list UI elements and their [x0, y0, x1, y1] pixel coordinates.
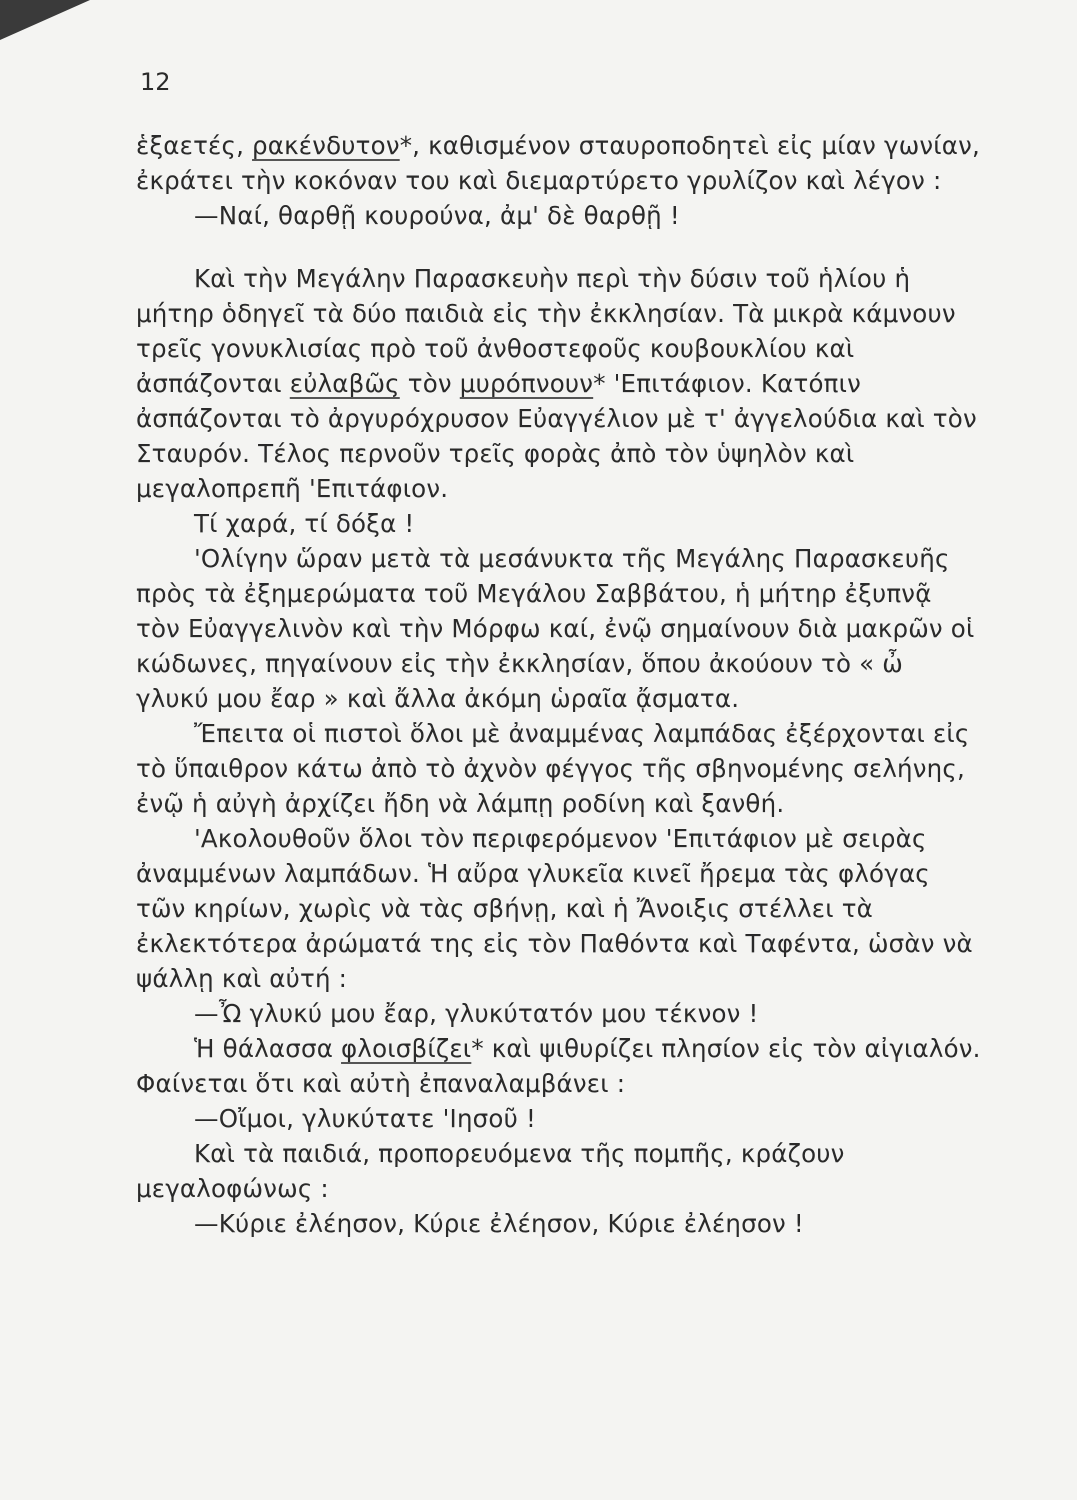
paragraph-p9 [136, 1031, 982, 1101]
glossary-term: εὐλαβῶς [289, 369, 400, 398]
page-number: 12 [140, 68, 171, 96]
text-run: τὸν [399, 369, 460, 398]
text-run: ἑξαετές, [136, 131, 253, 160]
paragraph-p8 [136, 996, 982, 1031]
text-run: Τί χαρά, τί δόξα ! [194, 509, 415, 538]
paragraph-p12 [136, 1206, 982, 1241]
text-run: Ἔπειτα οἱ πιστοὶ ὅλοι μὲ ἀναμμένας λαμπάδας ἐξέρχονται εἰς τὸ ὕπαιθρον κάτω ἀπὸ τὸ ἀχνὸν φέγγος τῆς σβηνομένης σελήνης, ἐνῷ ἡ αὐγὴ ἀρχίζει ἤδη νὰ λάμπῃ ροδίνη καὶ ξανθή. [136, 719, 970, 818]
text-run: Καὶ τὴν Μεγάλην Παρασκευὴν περὶ τὴν δύσιν τοῦ ἡλίου ἡ μήτηρ ὁδηγεῖ τὰ δύο παιδιὰ εἰς τὴν ἐκκλησίαν. Τὰ μικρὰ κάμνουν τρεῖς γονυκλισίας πρὸ τοῦ ἀνθοστεφοῦς κουβουκλίου καὶ ἀσπάζονται [136, 264, 956, 398]
glossary-term: μυρόπνουν [459, 369, 594, 398]
paragraph-p10 [136, 1101, 982, 1136]
text-run: 'Ολίγην ὥραν μετὰ τὰ μεσάνυκτα τῆς Μεγάλης Παρασκευῆς πρὸς τὰ ἐξημερώματα τοῦ Μεγάλου Σαββάτου, ἡ μήτηρ ἐξυπνᾷ τὸν Εὐαγγελινὸν καὶ τὴν Μόρφω καί, ἐνῷ σημαίνουν διὰ μακρῶν οἱ κώδωνες, πηγαίνουν εἰς τὴν ἐκκλησίαν, ὅπου ἀκούουν τὸ « ὦ γλυκύ μου ἔαρ » καὶ ἄλλα ἀκόμη ὡραῖα ᾄσματα. [136, 544, 975, 713]
text-run: Ἡ θάλασσα [194, 1034, 342, 1063]
text-run: —Οἴμοι, γλυκύτατε 'Ιησοῦ ! [194, 1104, 536, 1133]
body-text [136, 128, 982, 1241]
text-run: Καὶ τὰ παιδιά, προπορευόμενα τῆς πομπῆς, κράζουν μεγαλοφώνως : [136, 1139, 845, 1203]
text-run: 'Ακολουθοῦν ὅλοι τὸν περιφερόμενον 'Επιτάφιον μὲ σειρὰς ἀναμμένων λαμπάδων. Ἡ αὔρα γλυκεῖα κινεῖ ἤρεμα τὰς φλόγας τῶν κηρίων, χωρὶς νὰ τὰς σβήνῃ, καὶ ἡ Ἄνοιξις στέλλει τὰ ἐκλεκτότερα ἀρώματά της εἰς τὸν Παθόντα καὶ Ταφέντα, ὡσὰν νὰ ψάλλῃ καὶ αὐτή : [136, 824, 973, 993]
text-run: —Κύριε ἐλέησον, Κύριε ἐλέησον, Κύριε ἐλέησον ! [194, 1209, 804, 1238]
paragraph-p5 [136, 541, 982, 716]
text-run: —Ὦ γλυκύ μου ἔαρ, γλυκύτατόν μου τέκνον ! [194, 999, 759, 1028]
paragraph-p3 [136, 261, 982, 506]
paragraph-p7 [136, 821, 982, 996]
paragraph-p1 [136, 128, 982, 198]
paragraph-p4 [136, 506, 982, 541]
paragraph-p6 [136, 716, 982, 821]
text-run: —Ναί, θαρθῇ κουρούνα, ἀμ' δὲ θαρθῇ ! [194, 201, 680, 230]
glossary-term: φλοισβίζει [341, 1034, 472, 1063]
paragraph-p2 [136, 198, 982, 233]
text-run: * 'Επιτάφιον. Κατόπιν ἀσπάζονται τὸ ἀργυρόχρυσον Εὐαγγέλιον μὲ τ' ἀγγελούδια καὶ τὸν Σταυρόν. Τέλος περνοῦν τρεῖς φορὰς ἀπὸ τὸν ὑψηλὸν καὶ μεγαλοπρεπῆ 'Επιτάφιον. [136, 369, 977, 503]
page-corner-shadow [0, 0, 90, 40]
glossary-term: ρακένδυτον [252, 131, 400, 160]
text-run: * καὶ ψιθυρίζει πλησίον εἰς τὸν αἰγιαλόν. Φαίνεται ὅτι καὶ αὐτὴ ἐπαναλαμβάνει : [136, 1034, 981, 1098]
text-run: *, καθισμένον σταυροποδητεὶ εἰς μίαν γωνίαν, ἐκράτει τὴν κοκόναν του καὶ διεμαρτύρετο γρυλίζον καὶ λέγον : [136, 131, 981, 195]
paragraph-p11 [136, 1136, 982, 1206]
